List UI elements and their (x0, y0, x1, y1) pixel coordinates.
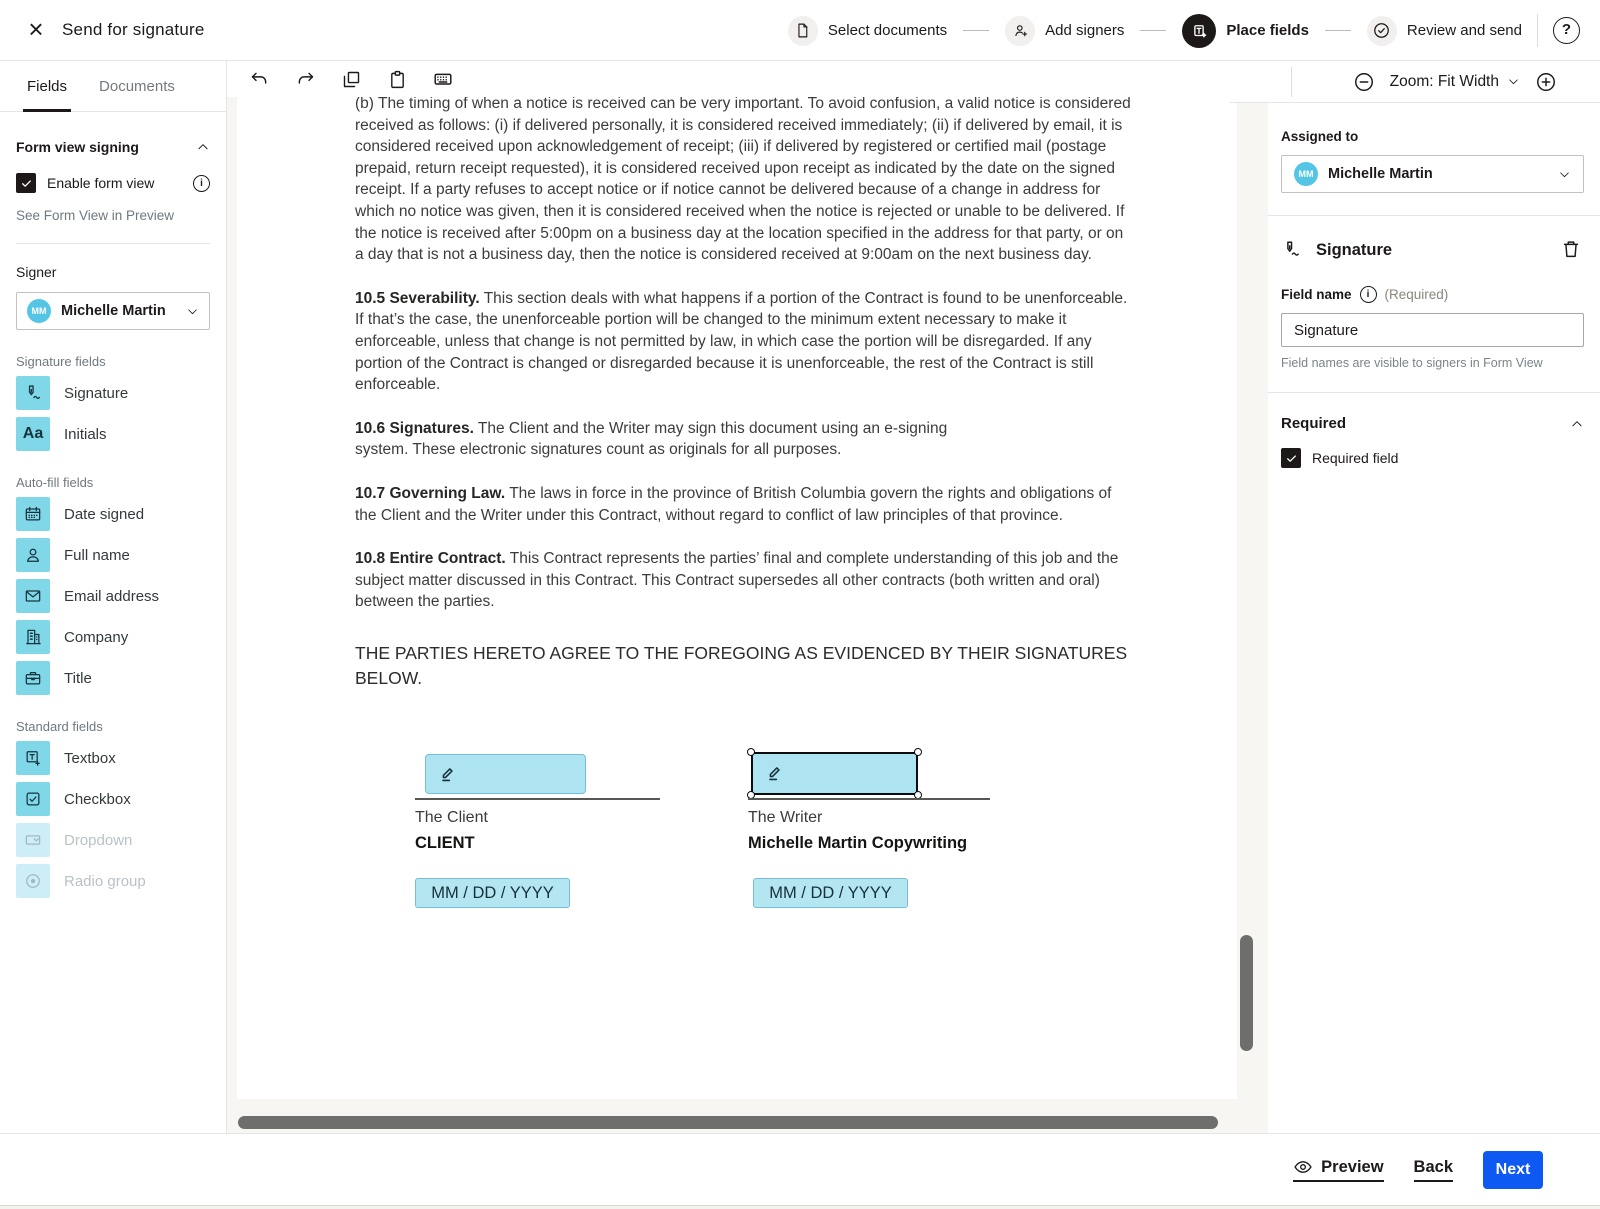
document-page (237, 97, 1237, 1099)
calendar-icon (16, 497, 50, 531)
right-panel (1268, 61, 1600, 1133)
help-icon[interactable]: ? (1553, 17, 1580, 44)
field-item-label: Textbox (64, 749, 116, 767)
party-name: CLIENT (415, 834, 475, 852)
party-name: Michelle Martin Copywriting (748, 834, 968, 852)
signer-select[interactable] (16, 292, 210, 330)
standard-fields-title: Standard fields (16, 719, 103, 734)
party-role: The Writer (748, 809, 823, 826)
field-item-radio-group (16, 864, 210, 898)
doc-paragraph-text: This section deals with what happens if a portion of the Contract is found to be unenforceable. If that’s the case, the unenforceable portion will be changed to the minimum extent necessary to make it enforceable, unless that change is not permitted by law, in which case the portion will be disregarded. If any portion of the Contract is changed or disregarded because it is unenforceable, the rest of the Contract is still enforceable. (355, 289, 1128, 394)
signature-field-client[interactable] (425, 754, 586, 794)
page-title: Send for signature (62, 20, 205, 39)
field-item-label: Company (64, 628, 129, 646)
field-item-label: Dropdown (64, 831, 133, 849)
field-item-textbox[interactable] (16, 741, 210, 775)
field-item-label: Checkbox (64, 790, 131, 808)
field-item-label: Initials (64, 425, 107, 443)
field-item-date-signed[interactable] (16, 497, 210, 531)
field-item-email[interactable] (16, 579, 210, 613)
party-role: The Client (415, 809, 488, 826)
signature-area (237, 749, 1237, 1009)
step-connector (1140, 30, 1166, 31)
field-item-label: Date signed (64, 505, 145, 523)
field-item-company[interactable] (16, 620, 210, 654)
redo-icon[interactable] (293, 67, 317, 91)
signature-icon (1281, 239, 1303, 261)
pen-icon (764, 762, 786, 784)
assigned-to-label: Assigned to (1281, 129, 1359, 144)
required-section-title: Required (1281, 415, 1347, 432)
info-icon[interactable]: i (193, 175, 210, 192)
chevron-up-icon[interactable] (1570, 417, 1584, 431)
left-sidebar (0, 61, 227, 1133)
field-item-checkbox[interactable] (16, 782, 210, 816)
pen-icon (437, 763, 459, 785)
field-item-label: Email address (64, 587, 160, 605)
sidebar-tabs (0, 61, 226, 112)
step-connector (1325, 30, 1351, 31)
initials-glyph: Aa (22, 425, 44, 442)
keyboard-icon[interactable] (431, 67, 455, 91)
enable-form-view-label: Enable form view (47, 175, 155, 191)
agreement-line: THE PARTIES HERETO AGREE TO THE FOREGOING AS EVIDENCED BY THEIR SIGNATURES BELOW. (355, 642, 1128, 689)
divider (1268, 392, 1600, 393)
required-field-checkbox[interactable] (1281, 448, 1301, 468)
chevron-down-icon (186, 305, 199, 318)
signature-fields-title: Signature fields (16, 354, 106, 369)
wizard-stepper (788, 0, 1522, 61)
trash-icon[interactable] (1560, 238, 1584, 262)
building-icon (16, 620, 50, 654)
date-field-writer[interactable]: MM / DD / YYYY (753, 878, 908, 908)
doc-heading: 10.6 Signatures. (355, 419, 474, 437)
step-select-documents[interactable] (788, 16, 947, 46)
envelope-icon (16, 579, 50, 613)
field-type-title: Signature (1316, 240, 1393, 259)
field-item-full-name[interactable] (16, 538, 210, 572)
document-viewport (227, 97, 1268, 1133)
initials-icon (16, 417, 50, 451)
avatar: MM (27, 299, 51, 323)
textbox-icon (16, 741, 50, 775)
field-item-label: Full name (64, 546, 130, 564)
divider (1268, 215, 1600, 216)
divider (16, 243, 210, 244)
signature-line (748, 798, 990, 800)
doc-heading: 10.5 Severability. (355, 289, 480, 307)
next-button[interactable]: Next (1483, 1151, 1543, 1189)
preview-button[interactable] (1293, 1157, 1383, 1182)
field-name-label: Field name (1281, 287, 1352, 302)
zoom-in-icon[interactable] (1534, 70, 1558, 94)
resize-handle[interactable] (747, 748, 755, 756)
horizontal-scrollbar[interactable] (238, 1116, 1218, 1129)
field-item-title[interactable] (16, 661, 210, 695)
place-fields-icon (1182, 14, 1216, 48)
briefcase-icon (16, 661, 50, 695)
undo-icon[interactable] (247, 67, 271, 91)
tab-documents[interactable]: Documents (99, 77, 175, 95)
radio-icon (16, 864, 50, 898)
chevron-up-icon[interactable] (196, 140, 210, 154)
field-item-label: Title (64, 669, 92, 687)
checkbox-icon (16, 782, 50, 816)
step-label: Review and send (1406, 22, 1522, 39)
doc-paragraph (355, 418, 963, 461)
zoom-out-icon[interactable] (1352, 70, 1376, 94)
close-icon[interactable]: × (28, 14, 44, 44)
check-circle-icon (1367, 16, 1397, 46)
field-item-dropdown (16, 823, 210, 857)
duplicate-icon[interactable] (339, 67, 363, 91)
doc-paragraph (355, 288, 1133, 396)
field-item-initials[interactable] (16, 417, 210, 451)
top-header (0, 0, 1600, 61)
dropdown-icon (16, 823, 50, 857)
step-add-signers[interactable] (1005, 16, 1124, 46)
field-item-label: Radio group (64, 872, 146, 890)
autofill-fields-title: Auto-fill fields (16, 475, 94, 490)
document-toolbar (227, 61, 1268, 97)
form-view-signing-title: Form view signing (16, 139, 139, 155)
back-label: Back (1413, 1157, 1453, 1176)
back-button[interactable] (1414, 1158, 1453, 1182)
step-label: Place fields (1226, 22, 1309, 39)
field-settings-panel (1268, 103, 1600, 1133)
tab-fields[interactable]: Fields (27, 61, 67, 112)
date-field-client[interactable]: MM / DD / YYYY (415, 878, 570, 908)
step-label: Select documents (827, 22, 948, 39)
signature-field-writer-selected[interactable] (751, 752, 918, 795)
vertical-scrollbar[interactable] (1240, 935, 1253, 1051)
doc-paragraph (355, 483, 1133, 526)
assignee-name: Michelle Martin (1328, 166, 1433, 182)
doc-paragraph-text: (b) The timing of when a notice is received can be very important. To avoid confusion, a valid notice is considered received as follows: (i) if delivered personally, it is considered received immediately; (ii) if delivered by email, it is considered received upon acknowledgement of receipt; (iii) if delivered by registered or certified mail (postage prepaid, return receipt requested), it is considered received upon receipt as indicated by the date on the signed receipt. If a party refuses to accept notice or if notice cannot be delivered because of a change in address for which no notice was given, then it is considered received when the notice is rejected or unable to be delivered. If the notice is received after 5:00pm on a business day at the location specified in the address for that party, or on a day that is not a business day, then the notice is considered received at 9:00am on the next business day. (355, 97, 1131, 264)
signer-name: Michelle Martin (61, 303, 166, 319)
field-name-helper: Field names are visible to signers in Form View (1281, 356, 1543, 370)
person-add-icon (1005, 16, 1035, 46)
doc-paragraph-text: This Contract represents the parties’ final and complete understanding of this job and the subject matter discussed in this Contract. This Contract supersedes all other contracts (both written and oral) between the parties. (355, 550, 1119, 611)
doc-heading: 10.7 Governing Law. (355, 484, 506, 502)
zoom-level-label: Zoom: Fit Width (1389, 72, 1499, 90)
chevron-down-icon (1558, 168, 1571, 181)
info-icon[interactable]: i (1360, 286, 1377, 303)
step-place-fields[interactable] (1182, 14, 1309, 48)
doc-paragraph-text: The laws in force in the province of British Columbia govern the rights and obligations of the Client and the Writer under this Contract, without regard to conflict of law principles of that province. (355, 484, 1112, 524)
doc-heading: 10.8 Entire Contract. (355, 550, 506, 568)
eye-icon (1293, 1157, 1313, 1177)
header-divider (1537, 14, 1538, 47)
doc-paragraph (355, 97, 1133, 266)
step-review-and-send[interactable] (1367, 16, 1522, 46)
signature-icon (16, 376, 50, 410)
enable-form-view-checkbox[interactable] (16, 173, 36, 193)
document-canvas (227, 61, 1268, 1133)
field-name-input[interactable] (1281, 313, 1584, 347)
signer-label: Signer (16, 264, 57, 280)
step-connector (963, 30, 989, 31)
clipboard-icon[interactable] (385, 67, 409, 91)
bottom-strip (0, 1205, 1600, 1209)
required-tag: (Required) (1384, 287, 1449, 302)
preview-label: Preview (1321, 1157, 1384, 1176)
doc-paragraph (355, 548, 1133, 613)
field-item-signature[interactable] (16, 376, 210, 410)
person-icon (16, 538, 50, 572)
assignee-select[interactable] (1281, 155, 1584, 193)
resize-handle[interactable] (914, 748, 922, 756)
zoom-controls (1230, 61, 1600, 103)
required-field-label: Required field (1312, 450, 1399, 466)
avatar: MM (1294, 162, 1318, 186)
signature-line (415, 798, 660, 800)
divider (1291, 67, 1292, 97)
bottom-bar (0, 1133, 1600, 1205)
doc-paragraph-text: The Client and the Writer may sign this document using an e-signing system. These electronic signatures count as originals for all purposes. (355, 419, 948, 459)
zoom-level-select[interactable] (1390, 73, 1520, 91)
chevron-down-icon (1507, 75, 1520, 88)
step-label: Add signers (1045, 22, 1125, 39)
see-form-view-link[interactable]: See Form View in Preview (16, 208, 175, 223)
document-icon (788, 16, 818, 46)
field-item-label: Signature (64, 384, 129, 402)
